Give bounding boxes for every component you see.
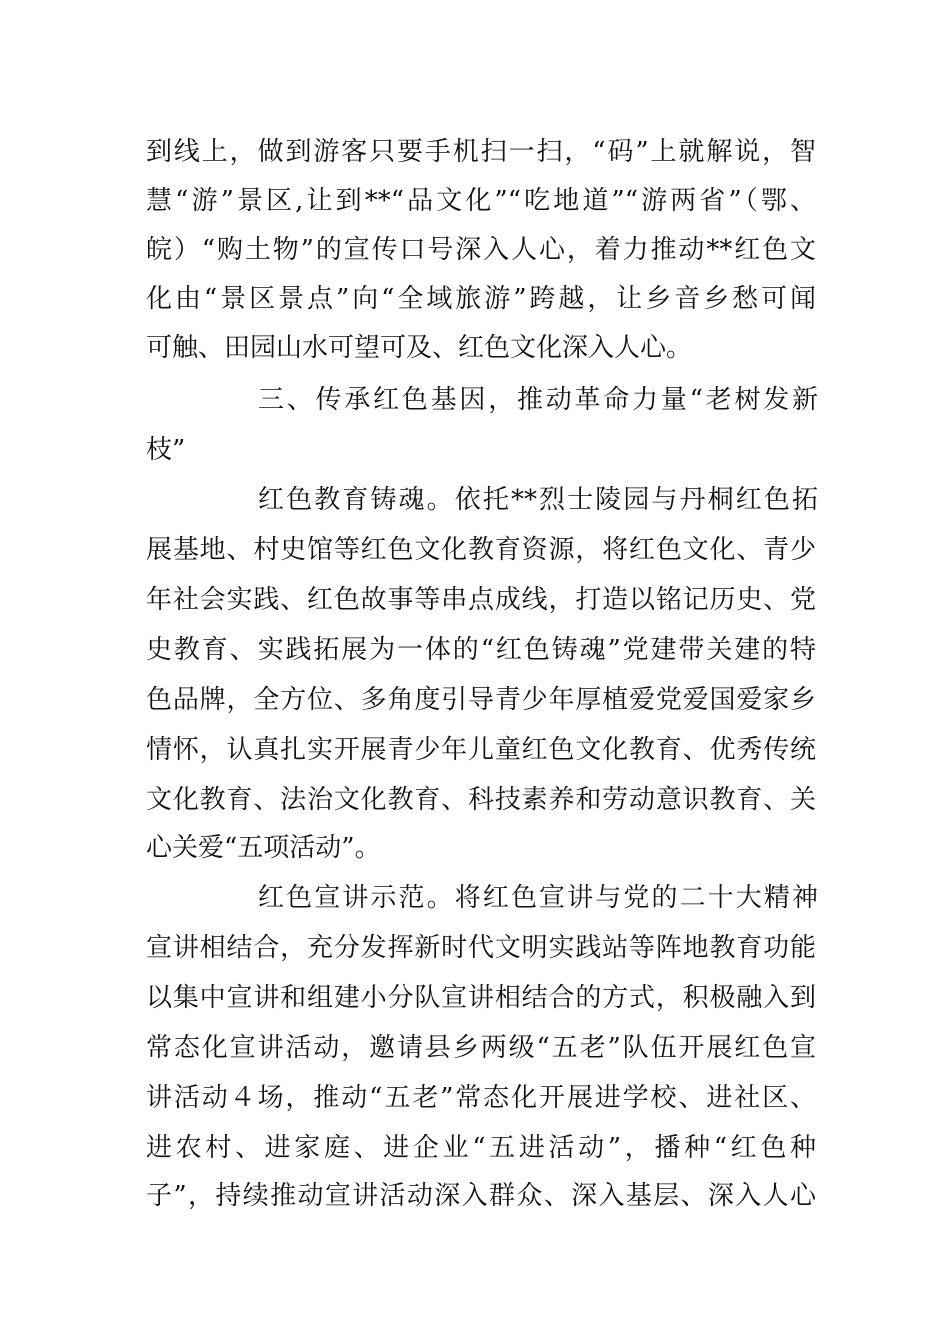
paragraph-lead: 红色教育铸魂。依托**烈士陵园与丹桐红色拓 bbox=[258, 485, 818, 515]
text-line: 心关爱“五项活动”。 bbox=[146, 833, 381, 863]
section-heading-cont: 枝” bbox=[146, 435, 186, 465]
text-line: 进农村、进家庭、进企业“五进活动”，播种“红色种 bbox=[146, 1133, 816, 1163]
paragraph-lead: 红色宣讲示范。将红色宣讲与党的二十大精神 bbox=[258, 883, 818, 913]
text-line: 情怀，认真扎实开展青少年儿童红色文化教育、优秀传统 bbox=[146, 735, 816, 765]
text-line: 史教育、实践拓展为一体的“红色铸魂”党建带关建的特 bbox=[146, 635, 816, 665]
text-line: 可触、田园山水可望可及、红色文化深入人心。 bbox=[146, 333, 693, 363]
text-line: 以集中宣讲和组建小分队宣讲相结合的方式，积极融入到 bbox=[146, 983, 816, 1013]
text-line: 色品牌，全方位、多角度引导青少年厚植爱党爱国爱家乡 bbox=[146, 685, 816, 715]
text-line: 展基地、村史馆等红色文化教育资源，将红色文化、青少 bbox=[146, 535, 816, 565]
text-line: 皖）“购土物”的宣传口号深入人心，着力推动**红色文 bbox=[146, 235, 816, 265]
text-line: 子”，持续推动宣讲活动深入群众、深入基层、深入人心 bbox=[146, 1181, 816, 1211]
text-line: 年社会实践、红色故事等串点成线，打造以铭记历史、党 bbox=[146, 585, 816, 615]
text-line: 讲活动４场，推动“五老”常态化开展进学校、进社区、 bbox=[146, 1083, 816, 1113]
text-line: 文化教育、法治文化教育、科技素养和劳动意识教育、关 bbox=[146, 785, 816, 815]
text-line: 慧“游”景区,让到**“品文化”“吃地道”“游两省”（鄂、 bbox=[146, 186, 816, 216]
text-line: 宣讲相结合，充分发挥新时代文明实践站等阵地教育功能 bbox=[146, 933, 816, 963]
text-line: 化由“景区景点”向“全域旅游”跨越，让乡音乡愁可闻 bbox=[146, 284, 816, 314]
text-line: 到线上，做到游客只要手机扫一扫，“码”上就解说，智 bbox=[146, 137, 816, 167]
section-heading: 三、传承红色基因，推动革命力量“老树发新 bbox=[258, 385, 818, 415]
text-line: 常态化宣讲活动，邀请县乡两级“五老”队伍开展红色宣 bbox=[146, 1033, 816, 1063]
